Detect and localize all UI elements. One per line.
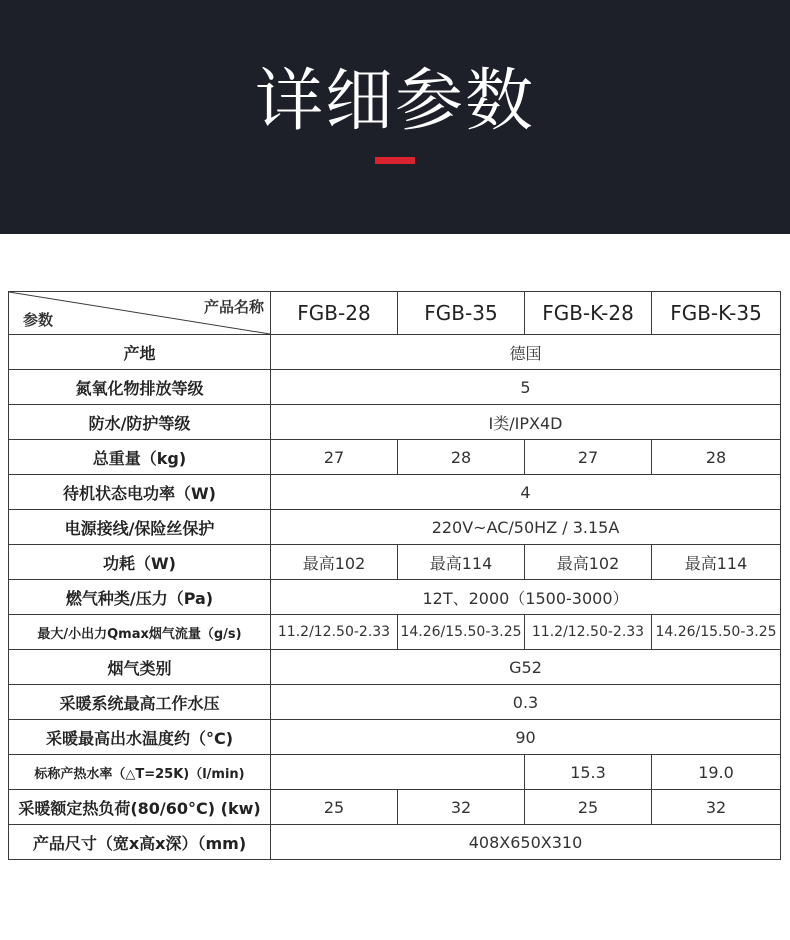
table-row (9, 720, 781, 755)
row-value: 28 (652, 440, 781, 475)
corner-cell (9, 292, 271, 335)
row-value: 最高114 (398, 545, 525, 580)
row-value: 4 (271, 475, 781, 510)
row-label: 采暖额定热负荷(80/60°C) (kw) (9, 790, 271, 825)
table-row (9, 510, 781, 545)
table-row (9, 755, 781, 790)
row-label: 烟气类别 (9, 650, 271, 685)
row-label: 产地 (9, 335, 271, 370)
table-row (9, 440, 781, 475)
row-value: 14.26/15.50-3.25 (398, 615, 525, 650)
row-label: 标称产热水率（△T=25K)（l/min) (9, 755, 271, 790)
row-value: 14.26/15.50-3.25 (652, 615, 781, 650)
table-header-row (9, 292, 781, 335)
row-value: 19.0 (652, 755, 781, 790)
row-label: 采暖最高出水温度约（°C) (9, 720, 271, 755)
table-row (9, 475, 781, 510)
row-label: 功耗（W) (9, 545, 271, 580)
row-value: 32 (398, 790, 525, 825)
row-value: 11.2/12.50-2.33 (525, 615, 652, 650)
row-value: 25 (271, 790, 398, 825)
row-value: 220V~AC/50HZ / 3.15A (271, 510, 781, 545)
model-header: FGB-35 (398, 292, 525, 335)
row-label: 氮氧化物排放等级 (9, 370, 271, 405)
row-value: 5 (271, 370, 781, 405)
row-value: 德国 (271, 335, 781, 370)
table-row (9, 545, 781, 580)
model-header: FGB-K-35 (652, 292, 781, 335)
title-accent-bar (375, 157, 415, 164)
row-label: 电源接线/保险丝保护 (9, 510, 271, 545)
row-value: 11.2/12.50-2.33 (271, 615, 398, 650)
table-row (9, 685, 781, 720)
table-row (9, 650, 781, 685)
row-value: 25 (525, 790, 652, 825)
row-label: 待机状态电功率（W) (9, 475, 271, 510)
row-value: 最高102 (271, 545, 398, 580)
row-value (271, 755, 525, 790)
header-banner (0, 0, 790, 234)
row-value: 32 (652, 790, 781, 825)
row-label: 燃气种类/压力（Pa) (9, 580, 271, 615)
row-label: 总重量（kg) (9, 440, 271, 475)
model-header: FGB-28 (271, 292, 398, 335)
row-value: 27 (525, 440, 652, 475)
model-header: FGB-K-28 (525, 292, 652, 335)
table-row (9, 580, 781, 615)
row-value: 15.3 (525, 755, 652, 790)
row-value: 27 (271, 440, 398, 475)
row-value: 最高114 (652, 545, 781, 580)
corner-label-product: 产品名称 (203, 298, 264, 316)
table-row (9, 790, 781, 825)
row-label: 最大/小出力Qmax烟气流量（g/s) (9, 615, 271, 650)
table-row (9, 335, 781, 370)
row-value: 12T、2000（1500-3000） (271, 580, 781, 615)
corner-label-param: 参数 (23, 311, 54, 329)
row-value: 408X650X310 (271, 825, 781, 860)
row-label: 产品尺寸（宽x高x深）（mm) (9, 825, 271, 860)
spec-table (8, 291, 781, 860)
row-value: 0.3 (271, 685, 781, 720)
row-value: 最高102 (525, 545, 652, 580)
row-value: 28 (398, 440, 525, 475)
table-row (9, 825, 781, 860)
row-label: 防水/防护等级 (9, 405, 271, 440)
table-row (9, 615, 781, 650)
row-label: 采暖系统最高工作水压 (9, 685, 271, 720)
table-row (9, 370, 781, 405)
row-value: G52 (271, 650, 781, 685)
row-value: 90 (271, 720, 781, 755)
page-title: 详细参数 (254, 62, 535, 141)
row-value: I类/IPX4D (271, 405, 781, 440)
table-row (9, 405, 781, 440)
